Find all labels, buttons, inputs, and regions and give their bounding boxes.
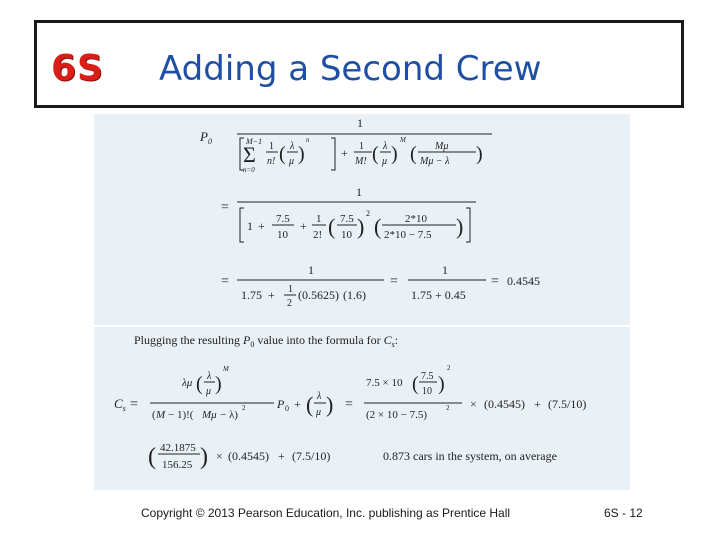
svg-text:(2 × 10 − 7.5): (2 × 10 − 7.5) xyxy=(366,409,427,421)
p0-numerator: 1 xyxy=(357,116,363,130)
svg-text:M: M xyxy=(400,136,406,144)
svg-text:λ: λ xyxy=(383,141,388,152)
svg-text:2: 2 xyxy=(366,209,370,218)
svg-text:10: 10 xyxy=(341,229,352,241)
svg-text:): ) xyxy=(391,143,398,165)
svg-text:(: ( xyxy=(410,143,417,165)
svg-text:(: ( xyxy=(328,214,336,239)
svg-text:2*10 − 7.5: 2*10 − 7.5 xyxy=(384,229,432,241)
svg-text:+: + xyxy=(268,288,275,302)
formula-graphic xyxy=(94,114,630,490)
svg-text:=: = xyxy=(130,397,138,412)
svg-text:2*10: 2*10 xyxy=(405,213,427,225)
svg-text:(: ( xyxy=(372,143,379,165)
svg-text:1.75 + 0.45: 1.75 + 0.45 xyxy=(411,288,466,302)
svg-text:P: P xyxy=(277,397,285,411)
svg-text:(7.5/10): (7.5/10) xyxy=(548,397,587,411)
svg-text:λμ: λμ xyxy=(182,377,193,389)
average-result: 0.873 cars in the system, on average xyxy=(383,449,557,463)
svg-text:+: + xyxy=(300,219,307,233)
svg-text:M−1: M−1 xyxy=(246,137,263,146)
svg-text:Mμ − λ: Mμ − λ xyxy=(420,156,450,167)
svg-text:μ: μ xyxy=(206,386,212,397)
svg-text:(: ( xyxy=(306,392,314,417)
svg-text:1: 1 xyxy=(356,185,362,199)
svg-text:10: 10 xyxy=(422,386,432,397)
svg-text:(: ( xyxy=(152,409,156,421)
svg-text:(: ( xyxy=(279,143,286,165)
svg-text:(: ( xyxy=(374,214,382,239)
svg-text:=: = xyxy=(491,274,499,289)
svg-text:1: 1 xyxy=(247,219,253,233)
page-number: 6S - 12 xyxy=(604,506,643,520)
svg-text:M: M xyxy=(156,409,166,421)
svg-text:2: 2 xyxy=(287,298,292,309)
svg-text:Mμ: Mμ xyxy=(202,409,217,421)
svg-text:+: + xyxy=(258,219,265,233)
svg-text:×: × xyxy=(470,397,477,411)
svg-text:μ: μ xyxy=(289,156,295,167)
svg-text:=: = xyxy=(221,274,229,289)
svg-text:(1.6): (1.6) xyxy=(343,288,366,302)
svg-text:μ: μ xyxy=(316,407,322,418)
svg-text:10: 10 xyxy=(277,229,288,241)
svg-text:): ) xyxy=(357,214,365,239)
svg-text:): ) xyxy=(456,214,464,239)
svg-text:(0.4545): (0.4545) xyxy=(484,397,525,411)
svg-text:+: + xyxy=(534,397,541,411)
svg-text:(7.5/10): (7.5/10) xyxy=(292,449,331,463)
svg-text:2!: 2! xyxy=(313,229,323,241)
svg-text:1: 1 xyxy=(316,213,322,225)
svg-text:Mμ: Mμ xyxy=(435,141,449,152)
svg-text:n: n xyxy=(306,136,310,144)
svg-text:(: ( xyxy=(148,444,156,470)
svg-text:): ) xyxy=(438,373,445,395)
svg-text:2: 2 xyxy=(447,364,451,372)
svg-text:+: + xyxy=(278,449,285,463)
svg-text:156.25: 156.25 xyxy=(162,459,193,471)
svg-text:42.1875: 42.1875 xyxy=(160,442,196,454)
p0-symbol: $P_0$ xyxy=(200,129,212,146)
svg-text:1: 1 xyxy=(269,141,274,152)
svg-text:(: ( xyxy=(196,373,203,395)
p0-result: 0.4545 xyxy=(507,274,540,288)
svg-text:2: 2 xyxy=(446,404,450,412)
svg-text:7.5: 7.5 xyxy=(421,371,434,382)
svg-text:2: 2 xyxy=(242,404,246,412)
svg-text:7.5 × 10: 7.5 × 10 xyxy=(366,377,403,389)
svg-text:M: M xyxy=(223,365,229,373)
explanation-text: Plugging the resulting $P_0$ value into the formula for $C_s$: xyxy=(134,333,399,349)
svg-text:): ) xyxy=(476,143,483,165)
svg-text:λ: λ xyxy=(317,391,322,402)
svg-text:=: = xyxy=(390,274,398,289)
svg-text:=: = xyxy=(345,397,353,412)
svg-text:0: 0 xyxy=(285,404,289,413)
svg-text:− λ): − λ) xyxy=(220,409,238,421)
svg-text:): ) xyxy=(326,392,334,417)
svg-text:1: 1 xyxy=(359,141,364,152)
svg-text:(0.4545): (0.4545) xyxy=(228,449,269,463)
svg-text:n!: n! xyxy=(267,156,276,167)
svg-text:(0.5625): (0.5625) xyxy=(298,288,339,302)
svg-text:M!: M! xyxy=(355,156,367,167)
footer-copyright: Copyright © 2013 Pearson Education, Inc. publishing as Prentice Hall xyxy=(141,506,511,520)
svg-text:+: + xyxy=(294,397,301,411)
svg-text:×: × xyxy=(216,449,223,463)
svg-text:1: 1 xyxy=(288,284,293,295)
svg-text:− 1)!(: − 1)!( xyxy=(168,409,194,421)
svg-text:Σ: Σ xyxy=(243,142,256,167)
svg-text:1: 1 xyxy=(442,263,448,277)
svg-text:Cs: $C_s$ xyxy=(114,396,126,413)
chapter-badge: 6S xyxy=(51,48,104,89)
svg-text:n=0: n=0 xyxy=(243,166,255,174)
svg-text:7.5: 7.5 xyxy=(276,213,290,225)
svg-text:λ: λ xyxy=(290,141,295,152)
title-box xyxy=(34,20,684,108)
svg-text:+: + xyxy=(341,146,348,160)
formula-figure xyxy=(94,114,630,490)
svg-text:1: 1 xyxy=(308,263,314,277)
svg-text:(: ( xyxy=(412,373,419,395)
svg-text:1.75: 1.75 xyxy=(241,288,262,302)
slide-title: Adding a Second Crew xyxy=(159,49,542,89)
svg-text:): ) xyxy=(200,444,208,470)
svg-text:μ: μ xyxy=(382,156,388,167)
svg-text:7.5: 7.5 xyxy=(340,213,354,225)
svg-text:=: = xyxy=(221,200,229,215)
svg-text:): ) xyxy=(215,373,222,395)
svg-text:): ) xyxy=(298,143,305,165)
svg-text:λ: λ xyxy=(207,371,212,382)
